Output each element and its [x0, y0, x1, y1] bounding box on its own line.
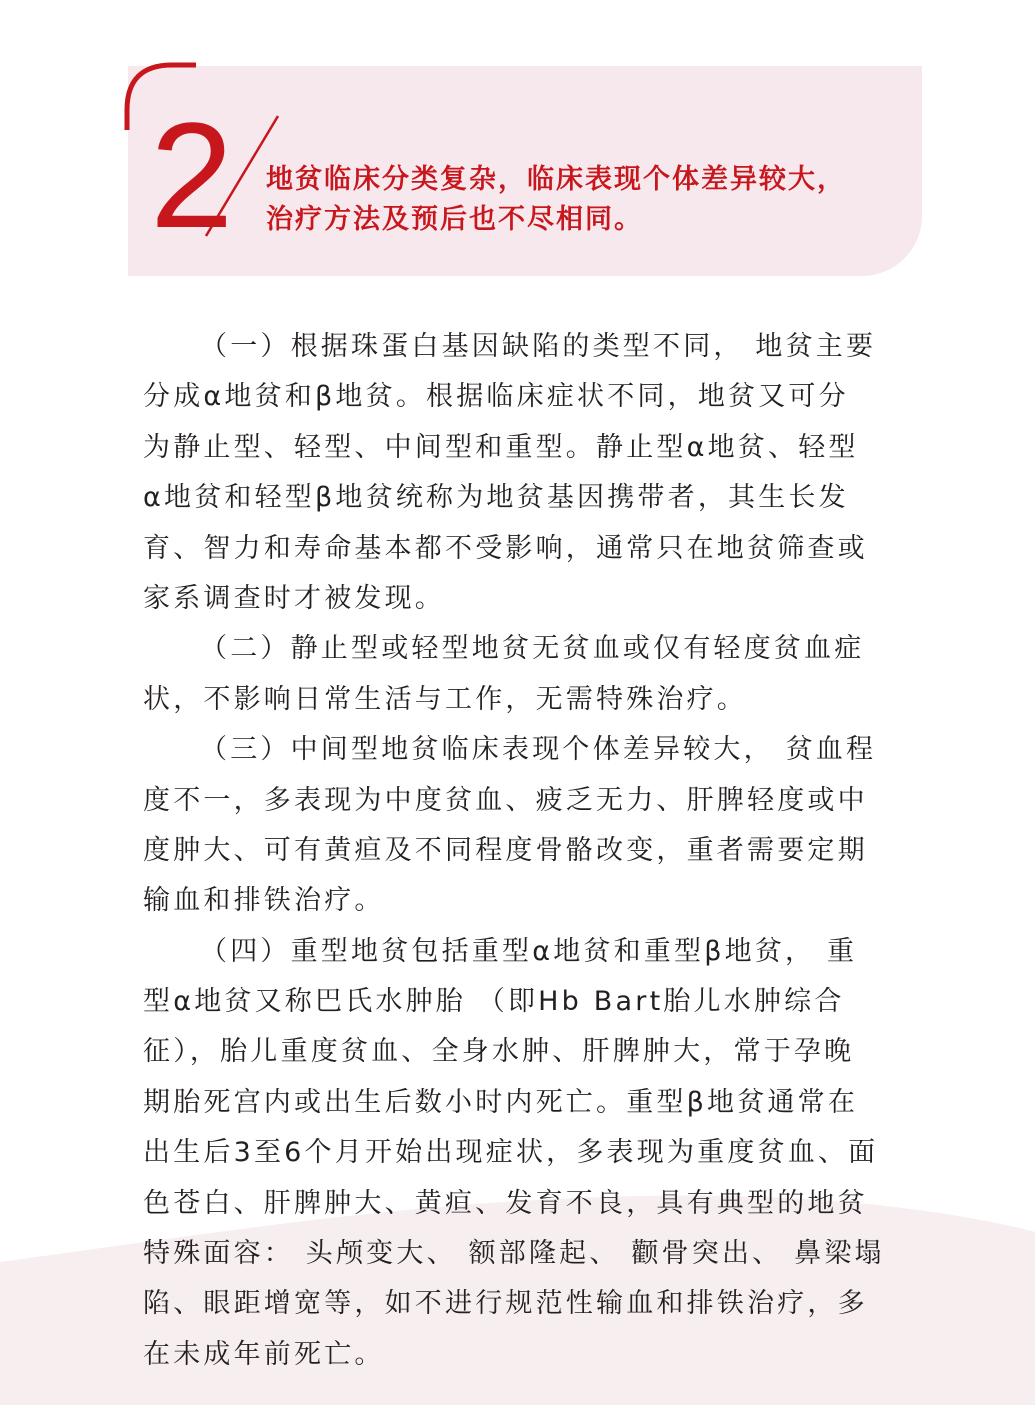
paragraph-line: 家系调查时才被发现。 — [143, 582, 445, 614]
paragraph-line: （二）静止型或轻型地贫无贫血或仅有轻度贫血症 — [200, 633, 865, 665]
paragraph-line: 征），胎儿重度贫血、全身水肿、肝脾肿大，常于孕晚 — [143, 1036, 855, 1068]
paragraph-line: 陷、眼距增宽等，如不进行规范性输血和排铁治疗，多 — [143, 1288, 868, 1320]
paragraph-line: 出生后3至6个月开始出现症状，多表现为重度贫血、面 — [143, 1137, 879, 1169]
paragraph-line: 育、智力和寿命基本都不受影响，通常只在地贫筛查或 — [143, 532, 868, 564]
paragraph-line: 期胎死宫内或出生后数小时内死亡。重型β地贫通常在 — [143, 1086, 859, 1118]
section-title-line: 地贫临床分类复杂，临床表现个体差异较大， — [266, 164, 846, 195]
paragraph-line: 分成α地贫和β地贫。根据临床症状不同，地贫又可分 — [143, 381, 849, 413]
section-title — [266, 160, 916, 240]
paragraph-line: 色苍白、肝脾肿大、黄疸、发育不良，具有典型的地贫 — [143, 1187, 868, 1219]
paragraph-line: （三）中间型地贫临床表现个体差异较大， 贫血程 — [200, 734, 877, 766]
paragraph-line: α地贫和轻型β地贫统称为地贫基因携带者，其生长发 — [143, 482, 849, 514]
paragraph-line: 型α地贫又称巴氏水肿胎 （即Hb Bart胎儿水肿综合 — [143, 986, 845, 1018]
paragraph-line: （一）根据珠蛋白基因缺陷的类型不同， 地贫主要 — [200, 331, 877, 362]
paragraph-line: 输血和排铁治疗。 — [143, 885, 385, 917]
paragraph-line: 特殊面容： 头颅变大、 额部隆起、 颧骨突出、 鼻梁塌 — [143, 1238, 885, 1270]
section-title-line: 治疗方法及预后也不尽相同。 — [266, 204, 643, 235]
paragraph-line: 在未成年前死亡。 — [143, 1338, 385, 1370]
section-number: 2 — [150, 91, 234, 259]
paragraph-line: 为静止型、轻型、中间型和重型。静止型α地贫、轻型 — [143, 431, 859, 463]
paragraph-line: 度肿大、可有黄疸及不同程度骨骼改变，重者需要定期 — [143, 834, 868, 866]
paragraph-line: 状，不影响日常生活与工作，无需特殊治疗。 — [143, 683, 747, 715]
body-text — [143, 322, 899, 1380]
paragraph-line: （四）重型地贫包括重型α地贫和重型β地贫， 重 — [200, 935, 858, 967]
paragraph-line: 度不一，多表现为中度贫血、疲乏无力、肝脾轻度或中 — [143, 784, 868, 816]
